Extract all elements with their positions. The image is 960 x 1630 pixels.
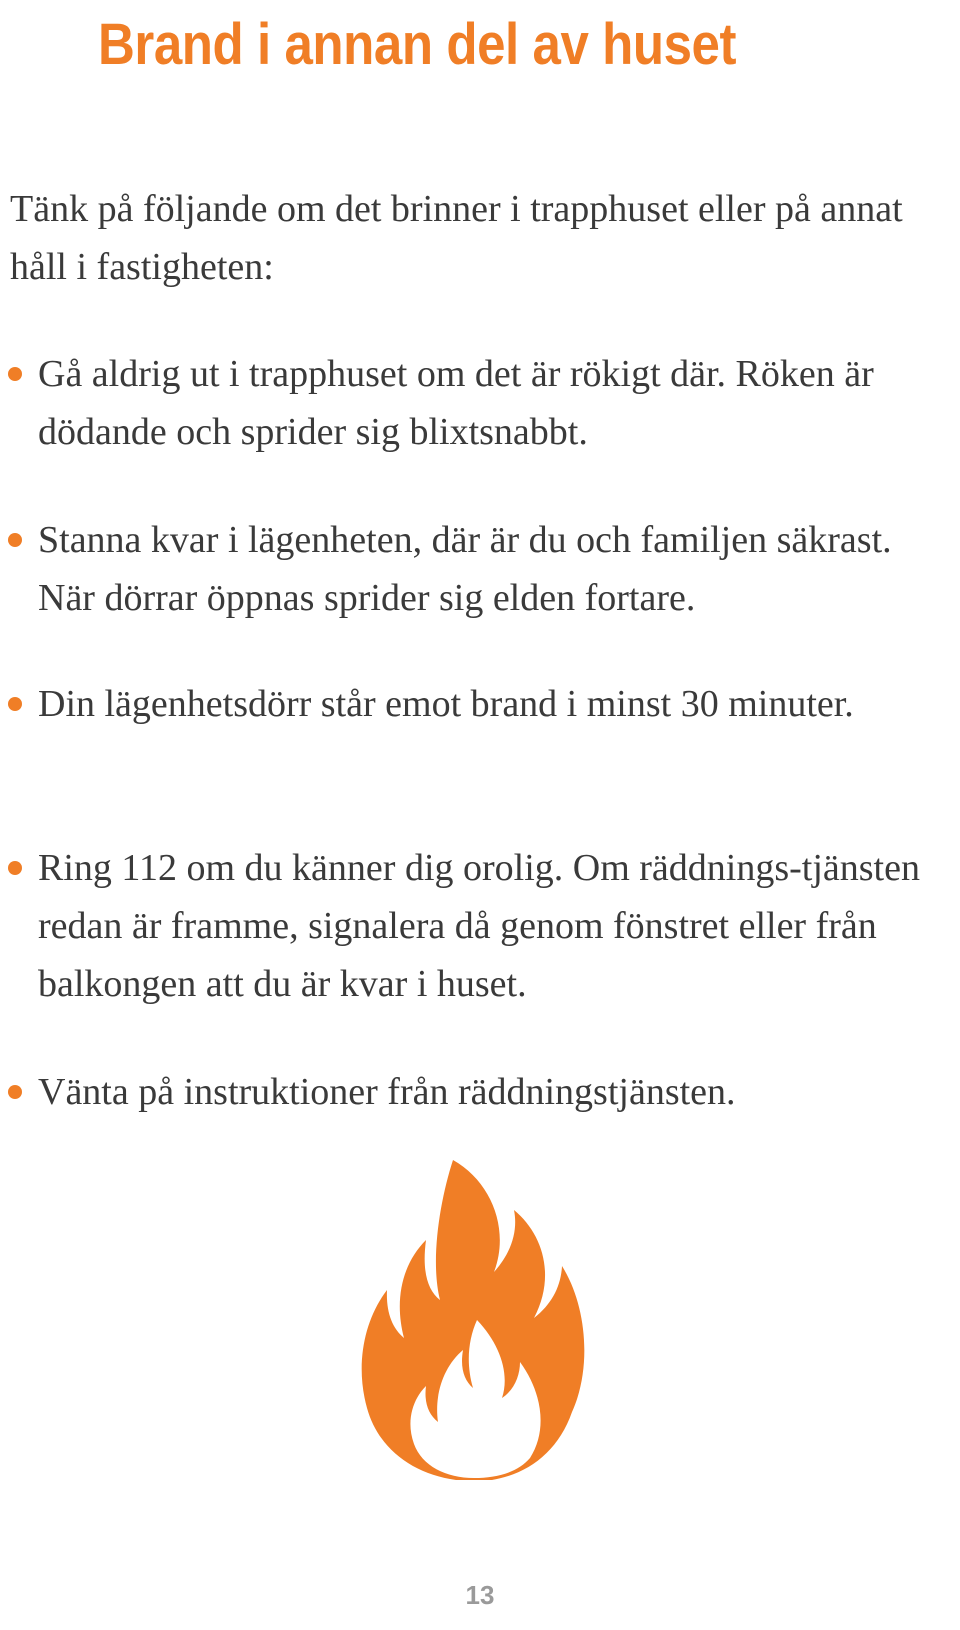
list-item-text: Vänta på instruktioner från räddningstjänsten. — [38, 1071, 736, 1113]
page-number: 13 — [465, 1580, 495, 1610]
bullet-dot-icon — [8, 367, 22, 381]
list-item-text: Ring 112 om du känner dig orolig. Om räddnings-tjänsten redan är framme, signalera då genom fönstret eller från balkongen att du är kvar i huset. — [38, 847, 920, 1005]
bullet-dot-icon — [8, 533, 22, 547]
bullet-dot-icon — [8, 697, 22, 711]
bullet-dot-icon — [8, 1085, 22, 1099]
intro-text: Tänk på följande om det brinner i trapphuset eller på annat håll i fastigheten: — [10, 188, 903, 288]
page-title: Brand i annan del av huset — [98, 12, 737, 77]
list-item-text: Gå aldrig ut i trapphuset om det är rökigt där. Röken är dödande och sprider sig blixtsnabbt. — [38, 353, 874, 453]
list-item — [38, 345, 958, 461]
list-item — [38, 511, 958, 627]
list-item-text: Din lägenhetsdörr står emot brand i minst 30 minuter. — [38, 683, 854, 725]
list-item — [38, 839, 958, 1013]
bullet-dot-icon — [8, 861, 22, 875]
flame-icon — [360, 1160, 590, 1485]
list-item — [38, 1063, 958, 1121]
list-item-text: Stanna kvar i lägenheten, där är du och familjen säkrast. När dörrar öppnas sprider sig elden fortare. — [38, 519, 892, 619]
list-item — [38, 675, 958, 733]
